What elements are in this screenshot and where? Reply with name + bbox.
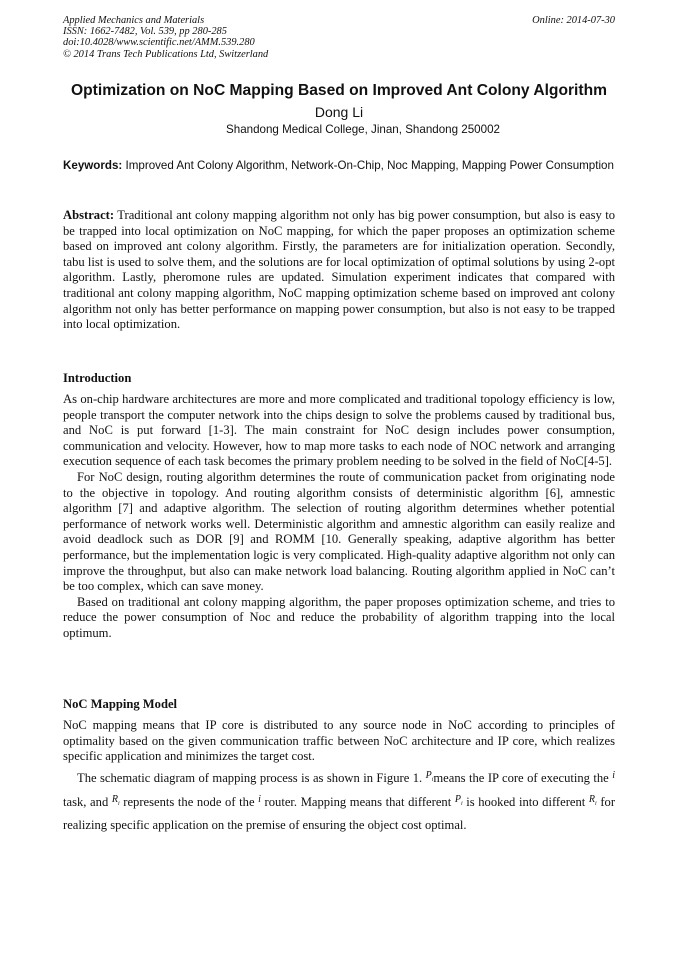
keywords-label: Keywords: <box>63 159 123 172</box>
math-symbol-i: i <box>612 769 615 781</box>
abstract <box>63 208 615 333</box>
journal-header <box>63 15 615 60</box>
keywords-text: Improved Ant Colony Algorithm, Network-On-Chip, Noc Mapping, Mapping Power Consumption <box>122 159 614 172</box>
subscript-i: i <box>431 776 434 783</box>
copyright-line: © 2014 Trans Tech Publications Ltd, Switzerland <box>63 48 269 60</box>
model-paragraph-2 <box>63 766 615 836</box>
doi-line: doi:10.4028/www.scientific.net/AMM.539.280 <box>63 37 255 49</box>
symbol-r: R <box>111 794 118 806</box>
text-run: The schematic diagram of mapping process is as shown in Figure 1. <box>77 770 426 785</box>
journal-name: Applied Mechanics and Materials <box>63 15 205 26</box>
symbol-p: P <box>454 794 461 806</box>
introduction-section <box>63 392 615 642</box>
online-date: Online: 2014-07-30 <box>532 15 615 26</box>
symbol-p: P <box>425 769 432 781</box>
text-run: is hooked into different <box>462 795 589 810</box>
text-run: router. Mapping means that different <box>260 795 455 810</box>
math-symbol-r-i <box>588 794 597 808</box>
math-symbol-i: i <box>258 794 261 806</box>
author-affiliation: Shandong Medical College, Jinan, Shandong 250002 <box>226 123 500 136</box>
intro-paragraph-2: For NoC design, routing algorithm determines the route of communication packet from originating node to the objective in topology. And routing algorithm consists of deterministic algorithm [6], amnestic algorithm [7] and adaptive algorithm. The selection of routing algorithm determines whether potential performance of network works well. Deterministic algorithm and amnestic algorithm can easily realize and avoid deadlock such as DOR [9] and ROMM [10. Generally speaking, adaptive algorithm has better performance, but the implementation logic is very complicated. High-quality adaptive algorithm not only can improve the throughput, but also can make network load balancing. Routing algorithm applied in NoC can’t be too complex, which can save money. <box>63 469 615 594</box>
author-name: Dong Li <box>314 104 364 120</box>
section-heading-noc-mapping-model: NoC Mapping Model <box>63 697 178 711</box>
text-run: means the IP core of executing the <box>433 770 613 785</box>
section-heading-introduction: Introduction <box>63 371 132 385</box>
issn-line: ISSN: 1662-7482, Vol. 539, pp 280-285 <box>63 26 227 38</box>
intro-paragraph-1: As on-chip hardware architectures are more and more complicated and traditional topology efficiency is low, people transport the computer network into the chips design to solve the problems caused by traditional bus, and NoC is put forward [1-3]. The main constraint for NoC design includes power consumption, communication and velocity. However, how to map more tasks to each node of NOC network and arranging execution sequence of each task becomes the primary problem needing to be solved in the field of NoC[4-5]. <box>63 392 615 469</box>
intro-paragraph-3: Based on traditional ant colony mapping algorithm, the paper proposes optimization scheme, and tries to reduce the power consumption of Noc and reduce the probability of algorithm trapping into the local optimum. <box>63 594 615 640</box>
text-run: task, and <box>63 795 112 810</box>
abstract-text: Traditional ant colony mapping algorithm not only has big power consumption, but also is easy to be trapped into local optimization on NoC mapping, for which the paper proposes an optimization scheme based on improved ant colony algorithm. Firstly, the parameters are for initialization operation. Secondly, tabu list is used to solve them, and the solutions are for local optimization of optimal solutions by using 2-opt algorithm. Lastly, pheromone rules are updated. Simulation experiment indicates that compared with traditional ant colony mapping algorithm, NoC mapping optimization scheme based on improved ant colony algorithm not only has better performance on mapping power consumption, but also is not easy to be trapped into local optimization. <box>63 208 615 332</box>
math-symbol-p-i <box>454 794 463 808</box>
math-symbol-r-i <box>111 794 120 808</box>
text-run: represents the node of the <box>119 795 259 810</box>
symbol-r: R <box>588 794 596 806</box>
model-paragraph-1: NoC mapping means that IP core is distributed to any source node in NoC according to principles of optimality based on the given communication traffic between NoC architecture and IP core, which realizes specific application and minimizes the target cost. <box>63 718 615 764</box>
noc-mapping-model-section <box>63 718 615 836</box>
subscript-i: i <box>460 801 463 808</box>
subscript-i: i <box>595 801 597 808</box>
abstract-label: Abstract: <box>63 208 115 222</box>
keywords <box>63 158 615 173</box>
paper-title: Optimization on NoC Mapping Based on Improved Ant Colony Algorithm <box>71 82 607 99</box>
text-run: for realizing specific application on the premise of ensuring the object cost optimal. <box>63 795 616 832</box>
subscript-i: i <box>117 801 120 808</box>
